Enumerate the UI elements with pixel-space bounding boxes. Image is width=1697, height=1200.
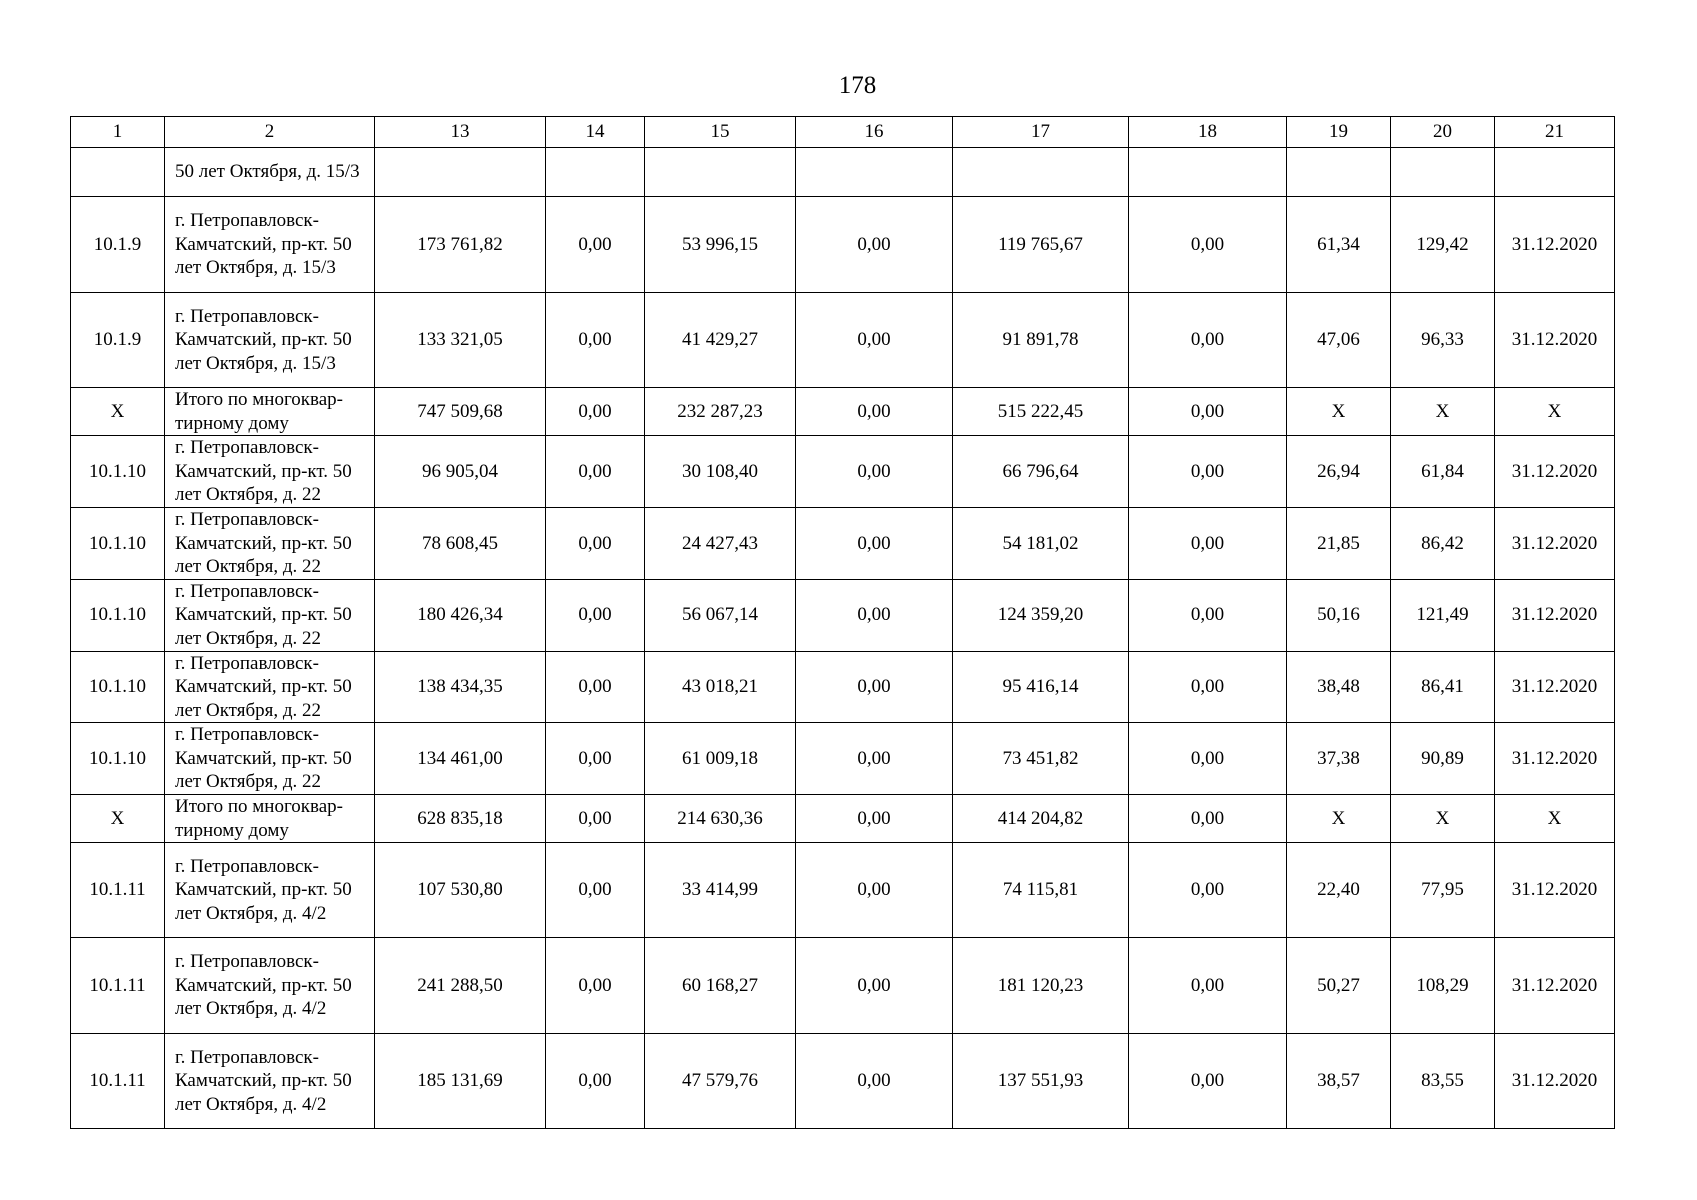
col18-cell bbox=[1129, 148, 1287, 197]
col16-cell: 0,00 bbox=[796, 508, 953, 580]
col20-cell: 77,95 bbox=[1391, 843, 1495, 938]
table-row bbox=[71, 197, 1615, 293]
col19-cell: X bbox=[1287, 795, 1391, 843]
col16-cell: 0,00 bbox=[796, 579, 953, 651]
col13-cell: 134 461,00 bbox=[375, 723, 546, 795]
col20-cell: X bbox=[1391, 388, 1495, 436]
col13-cell: 185 131,69 bbox=[375, 1034, 546, 1129]
data-table bbox=[70, 116, 1615, 1129]
col20-cell: 86,41 bbox=[1391, 651, 1495, 723]
deadline-cell: 31.12.2020 bbox=[1495, 1034, 1615, 1129]
col17-cell: 119 765,67 bbox=[953, 197, 1129, 293]
col19-cell: 50,27 bbox=[1287, 938, 1391, 1034]
column-header: 13 bbox=[375, 117, 546, 148]
col16-cell: 0,00 bbox=[796, 197, 953, 293]
table-row bbox=[71, 795, 1615, 843]
deadline-cell: 31.12.2020 bbox=[1495, 723, 1615, 795]
table-row bbox=[71, 508, 1615, 580]
column-header: 20 bbox=[1391, 117, 1495, 148]
col16-cell: 0,00 bbox=[796, 436, 953, 508]
col16-cell: 0,00 bbox=[796, 388, 953, 436]
address-cell: г. Петропавловск-Камчатский, пр-кт. 50 лет Октября, д. 4/2 bbox=[165, 843, 375, 938]
col17-cell bbox=[953, 148, 1129, 197]
col13-cell: 78 608,45 bbox=[375, 508, 546, 580]
table-row bbox=[71, 293, 1615, 388]
table-row bbox=[71, 938, 1615, 1034]
col14-cell: 0,00 bbox=[546, 723, 645, 795]
col18-cell: 0,00 bbox=[1129, 651, 1287, 723]
col15-cell: 47 579,76 bbox=[645, 1034, 796, 1129]
col18-cell: 0,00 bbox=[1129, 938, 1287, 1034]
col20-cell: X bbox=[1391, 795, 1495, 843]
address-cell: г. Петропавловск-Камчатский, пр-кт. 50 лет Октября, д. 22 bbox=[165, 579, 375, 651]
column-header: 2 bbox=[165, 117, 375, 148]
col19-cell: X bbox=[1287, 388, 1391, 436]
deadline-cell: X bbox=[1495, 795, 1615, 843]
column-header: 19 bbox=[1287, 117, 1391, 148]
col17-cell: 73 451,82 bbox=[953, 723, 1129, 795]
col17-cell: 91 891,78 bbox=[953, 293, 1129, 388]
table-row bbox=[71, 843, 1615, 938]
deadline-cell: 31.12.2020 bbox=[1495, 436, 1615, 508]
col20-cell bbox=[1391, 148, 1495, 197]
col15-cell: 41 429,27 bbox=[645, 293, 796, 388]
col14-cell: 0,00 bbox=[546, 579, 645, 651]
col14-cell: 0,00 bbox=[546, 197, 645, 293]
address-cell: г. Петропавловск-Камчатский, пр-кт. 50 лет Октября, д. 4/2 bbox=[165, 938, 375, 1034]
col14-cell: 0,00 bbox=[546, 388, 645, 436]
col18-cell: 0,00 bbox=[1129, 1034, 1287, 1129]
col16-cell: 0,00 bbox=[796, 723, 953, 795]
row-number-cell: 10.1.10 bbox=[71, 436, 165, 508]
col18-cell: 0,00 bbox=[1129, 293, 1287, 388]
table-row bbox=[71, 1034, 1615, 1129]
col14-cell: 0,00 bbox=[546, 938, 645, 1034]
col14-cell: 0,00 bbox=[546, 651, 645, 723]
page-number: 178 bbox=[838, 72, 877, 99]
row-number-cell: 10.1.10 bbox=[71, 651, 165, 723]
deadline-cell: 31.12.2020 bbox=[1495, 508, 1615, 580]
column-header: 21 bbox=[1495, 117, 1615, 148]
col19-cell: 22,40 bbox=[1287, 843, 1391, 938]
col16-cell: 0,00 bbox=[796, 843, 953, 938]
col17-cell: 124 359,20 bbox=[953, 579, 1129, 651]
col13-cell: 241 288,50 bbox=[375, 938, 546, 1034]
col18-cell: 0,00 bbox=[1129, 795, 1287, 843]
header-row bbox=[71, 117, 1615, 148]
col13-cell: 96 905,04 bbox=[375, 436, 546, 508]
col14-cell: 0,00 bbox=[546, 795, 645, 843]
address-cell: г. Петропавловск-Камчатский, пр-кт. 50 лет Октября, д. 15/3 bbox=[165, 197, 375, 293]
col17-cell: 66 796,64 bbox=[953, 436, 1129, 508]
col18-cell: 0,00 bbox=[1129, 436, 1287, 508]
row-number-cell: 10.1.9 bbox=[71, 197, 165, 293]
col16-cell: 0,00 bbox=[796, 795, 953, 843]
col19-cell: 26,94 bbox=[1287, 436, 1391, 508]
col16-cell bbox=[796, 148, 953, 197]
table-row bbox=[71, 388, 1615, 436]
col20-cell: 129,42 bbox=[1391, 197, 1495, 293]
deadline-cell: 31.12.2020 bbox=[1495, 938, 1615, 1034]
address-cell: г. Петропавловск-Камчатский, пр-кт. 50 лет Октября, д. 22 bbox=[165, 723, 375, 795]
col17-cell: 414 204,82 bbox=[953, 795, 1129, 843]
col13-cell: 107 530,80 bbox=[375, 843, 546, 938]
col18-cell: 0,00 bbox=[1129, 388, 1287, 436]
col16-cell: 0,00 bbox=[796, 651, 953, 723]
col15-cell: 43 018,21 bbox=[645, 651, 796, 723]
table-row bbox=[71, 579, 1615, 651]
col15-cell: 232 287,23 bbox=[645, 388, 796, 436]
col15-cell: 56 067,14 bbox=[645, 579, 796, 651]
column-header: 1 bbox=[71, 117, 165, 148]
col14-cell: 0,00 bbox=[546, 436, 645, 508]
col13-cell: 133 321,05 bbox=[375, 293, 546, 388]
col13-cell: 173 761,82 bbox=[375, 197, 546, 293]
row-number-cell bbox=[71, 148, 165, 197]
column-header: 15 bbox=[645, 117, 796, 148]
address-cell: г. Петропавловск-Камчатский, пр-кт. 50 лет Октября, д. 22 bbox=[165, 508, 375, 580]
col18-cell: 0,00 bbox=[1129, 723, 1287, 795]
column-header: 16 bbox=[796, 117, 953, 148]
deadline-cell: X bbox=[1495, 388, 1615, 436]
col14-cell: 0,00 bbox=[546, 1034, 645, 1129]
address-cell: 50 лет Октября, д. 15/3 bbox=[165, 148, 375, 197]
col20-cell: 96,33 bbox=[1391, 293, 1495, 388]
col16-cell: 0,00 bbox=[796, 293, 953, 388]
column-header: 17 bbox=[953, 117, 1129, 148]
col13-cell: 180 426,34 bbox=[375, 579, 546, 651]
row-number-cell: X bbox=[71, 795, 165, 843]
col14-cell bbox=[546, 148, 645, 197]
column-header: 14 bbox=[546, 117, 645, 148]
table-body bbox=[71, 148, 1615, 1129]
col13-cell: 138 434,35 bbox=[375, 651, 546, 723]
col17-cell: 54 181,02 bbox=[953, 508, 1129, 580]
address-cell: г. Петропавловск-Камчатский, пр-кт. 50 лет Октября, д. 22 bbox=[165, 436, 375, 508]
col18-cell: 0,00 bbox=[1129, 197, 1287, 293]
col17-cell: 74 115,81 bbox=[953, 843, 1129, 938]
col17-cell: 181 120,23 bbox=[953, 938, 1129, 1034]
address-cell: Итого по многоквар-тирному дому bbox=[165, 388, 375, 436]
deadline-cell: 31.12.2020 bbox=[1495, 579, 1615, 651]
col19-cell bbox=[1287, 148, 1391, 197]
row-number-cell: 10.1.11 bbox=[71, 1034, 165, 1129]
col18-cell: 0,00 bbox=[1129, 843, 1287, 938]
address-cell: г. Петропавловск-Камчатский, пр-кт. 50 лет Октября, д. 4/2 bbox=[165, 1034, 375, 1129]
col20-cell: 108,29 bbox=[1391, 938, 1495, 1034]
col19-cell: 38,57 bbox=[1287, 1034, 1391, 1129]
col14-cell: 0,00 bbox=[546, 843, 645, 938]
table-row bbox=[71, 723, 1615, 795]
col13-cell: 747 509,68 bbox=[375, 388, 546, 436]
deadline-cell: 31.12.2020 bbox=[1495, 843, 1615, 938]
deadline-cell: 31.12.2020 bbox=[1495, 651, 1615, 723]
col15-cell: 60 168,27 bbox=[645, 938, 796, 1034]
row-number-cell: 10.1.10 bbox=[71, 508, 165, 580]
col15-cell: 30 108,40 bbox=[645, 436, 796, 508]
column-header: 18 bbox=[1129, 117, 1287, 148]
col19-cell: 61,34 bbox=[1287, 197, 1391, 293]
col20-cell: 86,42 bbox=[1391, 508, 1495, 580]
row-number-cell: 10.1.10 bbox=[71, 723, 165, 795]
deadline-cell: 31.12.2020 bbox=[1495, 293, 1615, 388]
row-number-cell: 10.1.9 bbox=[71, 293, 165, 388]
col15-cell: 53 996,15 bbox=[645, 197, 796, 293]
col19-cell: 37,38 bbox=[1287, 723, 1391, 795]
col16-cell: 0,00 bbox=[796, 1034, 953, 1129]
address-cell: г. Петропавловск-Камчатский, пр-кт. 50 лет Октября, д. 15/3 bbox=[165, 293, 375, 388]
col16-cell: 0,00 bbox=[796, 938, 953, 1034]
row-number-cell: 10.1.11 bbox=[71, 938, 165, 1034]
row-number-cell: X bbox=[71, 388, 165, 436]
col17-cell: 515 222,45 bbox=[953, 388, 1129, 436]
address-cell: г. Петропавловск-Камчатский, пр-кт. 50 лет Октября, д. 22 bbox=[165, 651, 375, 723]
row-number-cell: 10.1.11 bbox=[71, 843, 165, 938]
col13-cell bbox=[375, 148, 546, 197]
col15-cell: 24 427,43 bbox=[645, 508, 796, 580]
col13-cell: 628 835,18 bbox=[375, 795, 546, 843]
table-row bbox=[71, 651, 1615, 723]
col15-cell: 214 630,36 bbox=[645, 795, 796, 843]
address-cell: Итого по многоквар-тирному дому bbox=[165, 795, 375, 843]
col17-cell: 137 551,93 bbox=[953, 1034, 1129, 1129]
col14-cell: 0,00 bbox=[546, 508, 645, 580]
col15-cell bbox=[645, 148, 796, 197]
col20-cell: 90,89 bbox=[1391, 723, 1495, 795]
col17-cell: 95 416,14 bbox=[953, 651, 1129, 723]
deadline-cell: 31.12.2020 bbox=[1495, 197, 1615, 293]
col18-cell: 0,00 bbox=[1129, 508, 1287, 580]
row-number-cell: 10.1.10 bbox=[71, 579, 165, 651]
col20-cell: 121,49 bbox=[1391, 579, 1495, 651]
col19-cell: 21,85 bbox=[1287, 508, 1391, 580]
col19-cell: 38,48 bbox=[1287, 651, 1391, 723]
col20-cell: 83,55 bbox=[1391, 1034, 1495, 1129]
col15-cell: 61 009,18 bbox=[645, 723, 796, 795]
col19-cell: 50,16 bbox=[1287, 579, 1391, 651]
col20-cell: 61,84 bbox=[1391, 436, 1495, 508]
col18-cell: 0,00 bbox=[1129, 579, 1287, 651]
deadline-cell bbox=[1495, 148, 1615, 197]
col15-cell: 33 414,99 bbox=[645, 843, 796, 938]
table-row bbox=[71, 148, 1615, 197]
table-row bbox=[71, 436, 1615, 508]
col14-cell: 0,00 bbox=[546, 293, 645, 388]
col19-cell: 47,06 bbox=[1287, 293, 1391, 388]
